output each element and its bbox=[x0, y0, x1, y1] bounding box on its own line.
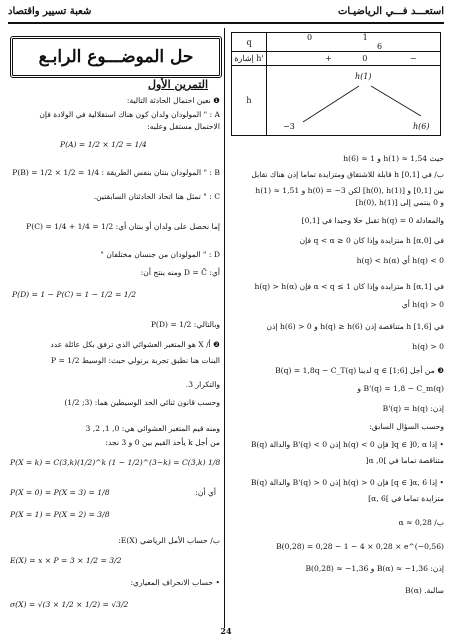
header-left: شعبة تسيير واقتصاد bbox=[8, 6, 92, 17]
left-line-5: B : " المولودان بنتان بنفس الطريقة : P(B) = 1/2 × 1/2 = 1/4 bbox=[12, 168, 220, 177]
table-q-values bbox=[267, 33, 441, 52]
right-line-19: متزايدة تماما في ]α, 6] bbox=[368, 494, 444, 503]
left-line-7: إما نحصل على ولدان أو بنتان أي: P(C) = 1/4 + 1/4 = 1/2 bbox=[26, 222, 220, 231]
header-right: استعـــد فـــي الرياضيـات bbox=[338, 6, 444, 17]
variation-table bbox=[231, 32, 441, 136]
right-line-14: إذن: B'(q) = h(q) bbox=[382, 404, 444, 413]
right-line-5: والمعادلة h(q) = 0 تقبل حلا وحيدا في [0,1] bbox=[301, 216, 444, 225]
left-line-22: E(X) = x × P = 3 × 1/2 = 3/2 bbox=[10, 556, 122, 565]
right-line-10: في [1,6] h متناقصة إذن h(q) ≥ h(6) و h(6) > 0 إذن bbox=[266, 322, 444, 331]
left-line-17: من أجل k يأخذ القيم بين 0 و 3 نجد: bbox=[105, 438, 220, 447]
table-q-0: 0 bbox=[307, 33, 313, 42]
right-line-2: ب/ في [0,1] h قابلة للاشتقاق ومتزايدة تماما إذن هناك تقابل bbox=[251, 170, 444, 179]
left-line-16: ومنه قيم المتغير العشوائي هي: 0, 1, 2, 3 bbox=[85, 424, 220, 433]
right-line-6: في [0,α] h متزايدة وإذا كان 0 ≤ q < α فإن bbox=[299, 236, 444, 245]
table-q-6: 6 bbox=[377, 42, 383, 51]
right-line-15: وحسب السؤال السابق: bbox=[369, 422, 444, 431]
right-line-11: h(q) > 0 bbox=[412, 342, 444, 351]
left-line-14: والتكرار 3. bbox=[185, 380, 220, 389]
table-h1: h(1) bbox=[355, 72, 372, 81]
table-h0: −3 bbox=[283, 122, 295, 131]
column-divider bbox=[224, 28, 225, 628]
left-line-8: D : " المولودان من جنسان مختلفان " bbox=[100, 250, 220, 259]
left-line-19: P(X = 0) = P(X = 3) = 1/8 bbox=[10, 488, 110, 497]
left-line-24: σ(X) = √(3 × 1/2 × 1/2) = √3/2 bbox=[10, 600, 129, 609]
left-line-15: وحسب قانون ثنائي الحد الوسيطين هما: (3; 1/2) bbox=[64, 398, 220, 407]
table-q-1: 1 bbox=[362, 33, 368, 42]
right-line-20: ب/ α ≈ 0,28 bbox=[398, 518, 444, 527]
right-line-1: حيث h(1) ≈ 1,54 و h(6) ≈ 1 bbox=[343, 154, 444, 163]
left-line-3: الاحتمال مستقل وعليه: bbox=[147, 122, 220, 131]
left-line-1: ❶ نعين احتمال الحادثة التالية: bbox=[126, 96, 220, 105]
left-line-11: وبالتالي: P(D) = 1/2 bbox=[150, 320, 220, 329]
left-line-9: أي: D = C̄ ومنه ينتج أن: bbox=[140, 268, 220, 277]
table-q-label: q bbox=[232, 33, 267, 52]
left-line-10: P(D) = 1 − P(C) = 1 − 1/2 = 1/2 bbox=[12, 290, 137, 299]
solution-title: حل الموضـــوع الرابـع bbox=[10, 36, 222, 78]
table-sign-minus: − bbox=[409, 54, 417, 63]
right-line-18: • إذا q ∈ ]α, 6] فإن h(q) > 0 إذن B'(q) > 0 والدالة B(q) bbox=[250, 478, 444, 487]
left-label-ans: أي أن: bbox=[195, 488, 216, 497]
right-line-16: • إذا q ∈ ]0, α[ فإن h(q) < 0 إذن B'(q) < 0 والدالة B(q) bbox=[250, 440, 444, 449]
right-line-4: و 0 ينتمي إلى [h(0), h(1)] bbox=[355, 198, 444, 207]
right-line-23: سالبة. B(α) bbox=[405, 586, 444, 595]
table-sign-plus: + bbox=[325, 54, 332, 63]
right-line-3: بين [0,1] و [h(0), h(1)] لكن h(0) = −3 و h(1) ≈ 1,51 bbox=[255, 186, 444, 195]
left-line-12: ❷ أ/ X هو المتغير العشوائي الذي ترفق بكل عائلة عدد bbox=[50, 340, 220, 349]
right-line-21: B(0,28) = 0,28 − 1 − 4 × 0,28 × e^(−0,56) bbox=[276, 542, 444, 551]
right-line-17: متناقصة تماما في ]0, α[ bbox=[365, 456, 444, 465]
page-number: 24 bbox=[220, 626, 232, 636]
right-line-13: B'(q) = 1,8 − C_m(q) و bbox=[357, 384, 444, 393]
right-line-7: h(q) < 0 أي h(q) < h(α) bbox=[356, 256, 444, 265]
left-line-23: • حساب الانحراف المعياري: bbox=[130, 578, 220, 587]
left-line-4: P(A) = 1/2 × 1/2 = 1/4 bbox=[60, 140, 147, 149]
table-sign-values bbox=[267, 52, 441, 66]
left-line-6: C : " تمثل هنا اتحاد الحادثتان السابقتين. bbox=[93, 192, 220, 201]
exercise-title: التمرين الأول bbox=[148, 78, 209, 91]
left-line-18: P(X = k) = C(3,k)(1/2)^k (1 − 1/2)^(3−k) = C(3,k) 1/8 bbox=[10, 458, 221, 467]
header-rule bbox=[8, 22, 444, 24]
right-line-12: ❸ من أجل q ∈ [1;6] لدينا B(q) = 1,8q − C_T(q) bbox=[275, 366, 444, 375]
table-h6: h(6) bbox=[413, 122, 430, 131]
table-sign-zero: 0 bbox=[362, 54, 368, 63]
left-line-2: A : " المولودان ولدان كون هناك استقلالية في الولادة فإن bbox=[39, 110, 220, 119]
right-line-9: h(q) > 0 أي bbox=[401, 300, 444, 309]
right-line-22: إذن: B(α) ≈ −1,36 و B(0,28) ≈ −1,36 bbox=[305, 564, 444, 573]
table-sign-label: إشارة h' bbox=[232, 52, 267, 66]
table-h-label: h bbox=[232, 66, 267, 136]
left-line-13: البنات هنا نطبق تجربة برنولي حيث: الوسيط P = 1/2 bbox=[50, 356, 220, 365]
left-line-21: ب/ حساب الأمل الرياضي E(X): bbox=[118, 536, 220, 545]
right-line-8: في [α,1] h متزايدة وإذا كان α < q ≤ 1 فإن h(q) > h(α) bbox=[254, 282, 444, 291]
left-line-20: P(X = 1) = P(X = 2) = 3/8 bbox=[10, 510, 110, 519]
table-h-variation bbox=[267, 66, 441, 136]
